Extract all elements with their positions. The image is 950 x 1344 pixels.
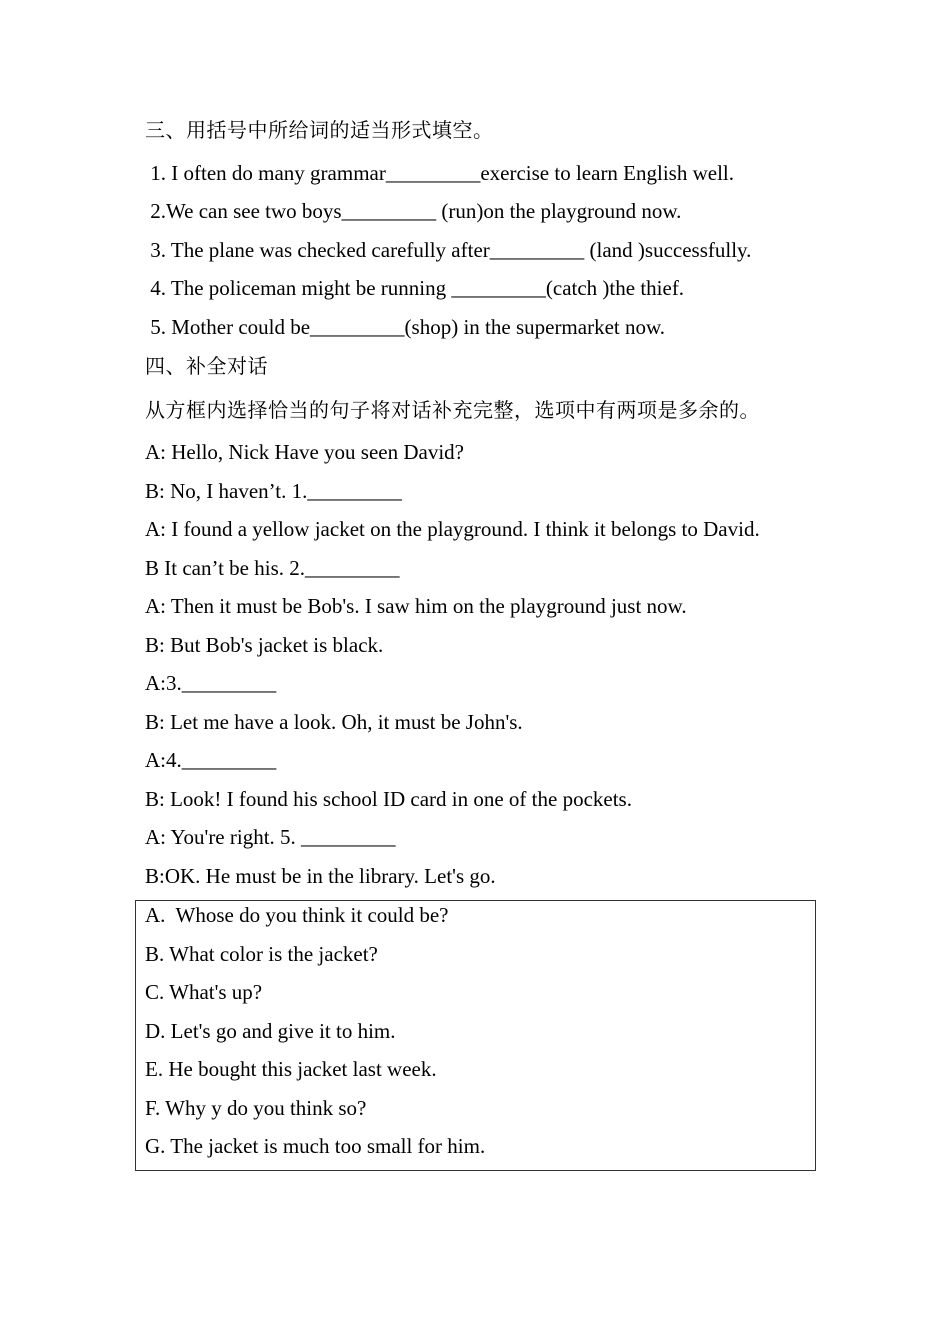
section4-instruction: 从方框内选择恰当的句子将对话补充完整，选项中有两项是多余的。: [145, 398, 760, 422]
option-a: A. Whose do you think it could be?: [145, 903, 449, 927]
fill-blank-item-3: 3. The plane was checked carefully after_________ (land )successfully.: [145, 238, 752, 262]
dialogue-line: B:OK. He must be in the library. Let's go.: [145, 864, 496, 888]
option-d: D. Let's go and give it to him.: [145, 1019, 396, 1043]
section3-heading: 三、用括号中所给词的适当形式填空。: [145, 118, 494, 142]
option-g: G. The jacket is much too small for him.: [145, 1134, 486, 1158]
dialogue-line: B: But Bob's jacket is black.: [145, 633, 384, 657]
dialogue-line: A: You're right. 5. _________: [145, 825, 396, 849]
dialogue-line: A:4._________: [145, 748, 277, 772]
dialogue-line: A: Then it must be Bob's. I saw him on the playground just now.: [145, 594, 687, 618]
option-b: B. What color is the jacket?: [145, 942, 378, 966]
fill-blank-item-4: 4. The policeman might be running _________(catch )the thief.: [145, 276, 685, 300]
fill-blank-item-2: 2.We can see two boys_________ (run)on the playground now.: [145, 199, 682, 223]
option-c: C. What's up?: [145, 980, 263, 1004]
dialogue-line: A:3._________: [145, 671, 277, 695]
option-e: E. He bought this jacket last week.: [145, 1057, 437, 1081]
dialogue-line: A: I found a yellow jacket on the playground. I think it belongs to David.: [145, 517, 760, 541]
dialogue-line: B: No, I haven’t. 1._________: [145, 479, 402, 503]
dialogue-line: A: Hello, Nick Have you seen David?: [145, 440, 464, 464]
section4-heading: 四、补全对话: [145, 354, 268, 378]
dialogue-line: B: Look! I found his school ID card in one of the pockets.: [145, 787, 632, 811]
dialogue-line: B: Let me have a look. Oh, it must be John's.: [145, 710, 523, 734]
fill-blank-item-1: 1. I often do many grammar_________exercise to learn English well.: [145, 161, 735, 185]
dialogue-line: B It can’t be his. 2._________: [145, 556, 400, 580]
option-f: F. Why y do you think so?: [145, 1096, 367, 1120]
fill-blank-item-5: 5. Mother could be_________(shop) in the supermarket now.: [145, 315, 666, 339]
